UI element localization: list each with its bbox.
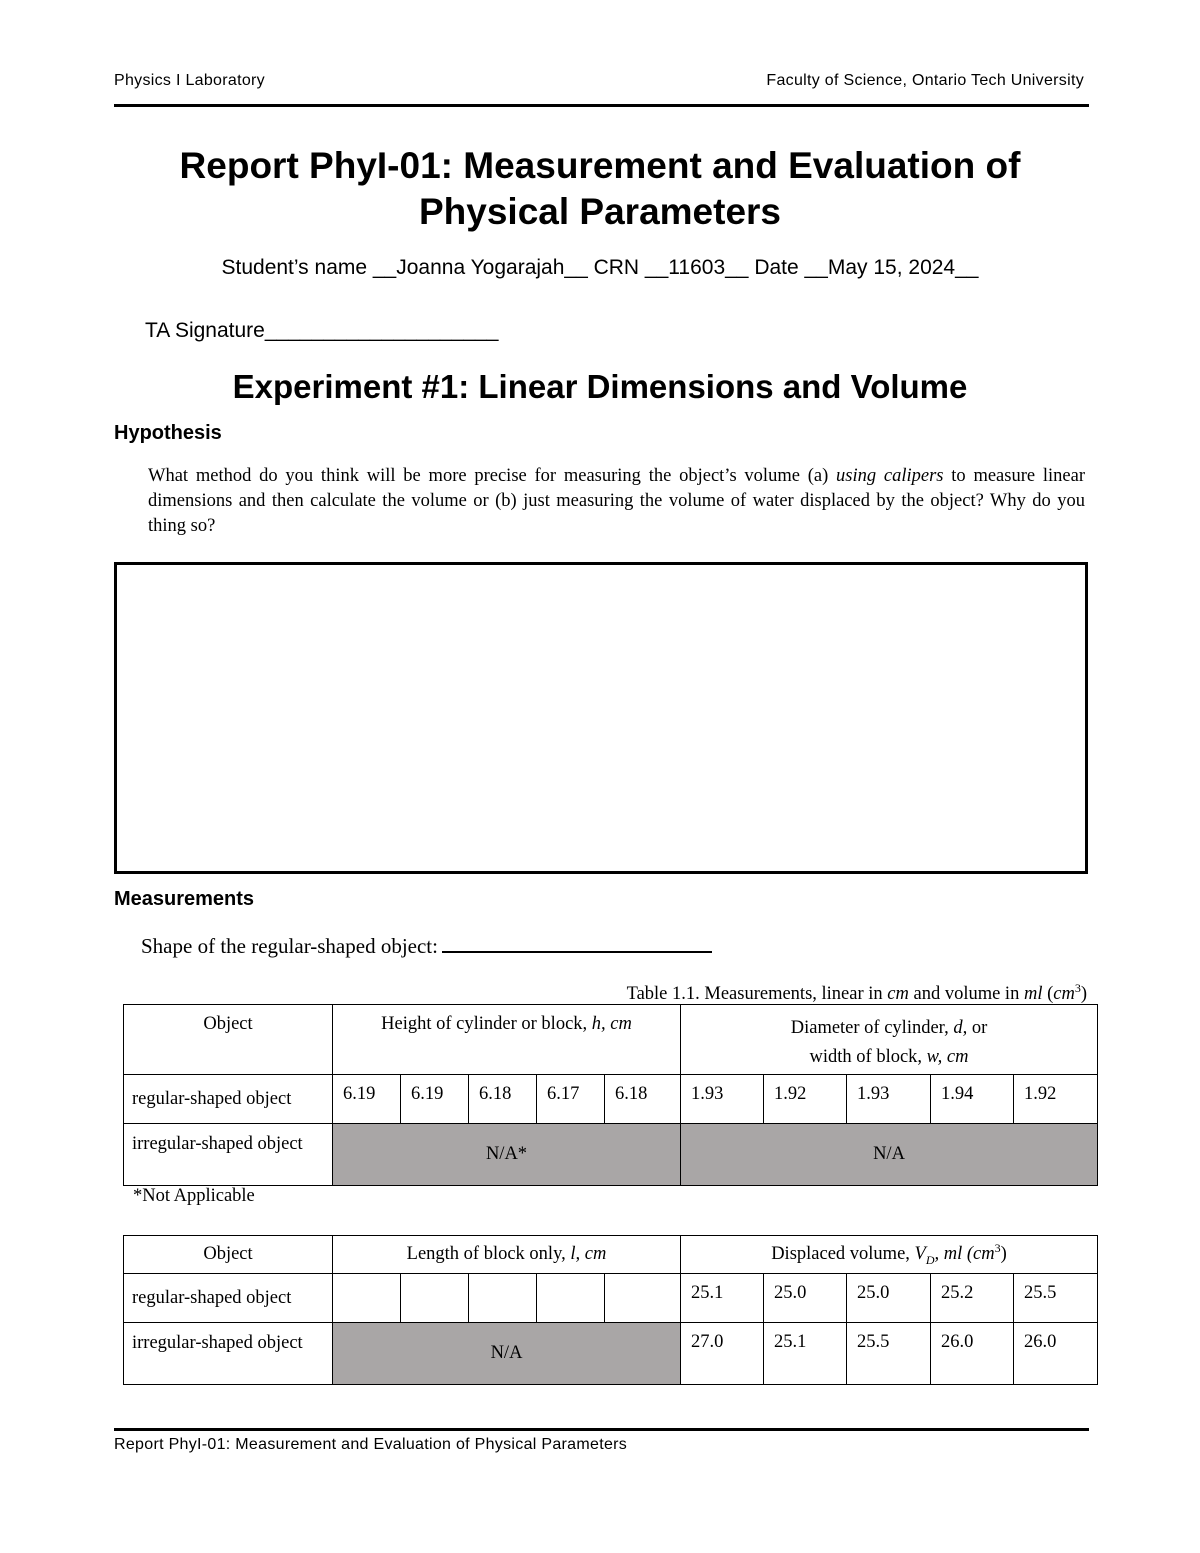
volume-value: 25.2 <box>931 1274 1014 1323</box>
volume-value: 26.0 <box>1014 1323 1098 1385</box>
ta-signature-line: TA Signature____________________ <box>145 319 499 342</box>
hypothesis-text-a: What method do you think will be more precise for measuring the object’s volume (a) <box>148 466 837 486</box>
volume-value: 26.0 <box>931 1323 1014 1385</box>
table1-header-object: Object <box>124 1005 333 1075</box>
table-row <box>124 1075 1098 1124</box>
header-faculty: Faculty of Science, Ontario Tech University <box>766 72 1084 89</box>
diameter-na-cell: N/A <box>681 1124 1098 1186</box>
volume-value: 25.1 <box>681 1274 764 1323</box>
shape-label: Shape of the regular-shaped object: <box>141 934 438 958</box>
table-row <box>124 1323 1098 1385</box>
header-course-name: Physics I Laboratory <box>114 72 265 89</box>
footer-report-name: Report PhyI-01: Measurement and Evaluation of Physical Parameters <box>114 1436 628 1453</box>
table-height-diameter <box>123 1004 1098 1186</box>
volume-value: 25.5 <box>847 1323 931 1385</box>
length-var: l, cm <box>570 1244 607 1264</box>
table1-header-diameter-line1 <box>681 1014 1097 1043</box>
length-input-cell[interactable] <box>605 1274 681 1323</box>
height-value: 6.19 <box>401 1075 469 1124</box>
hypothesis-text-italic: using calipers <box>836 466 944 486</box>
height-value: 6.18 <box>605 1075 681 1124</box>
table1-header-height-var: h, cm <box>591 1014 632 1034</box>
table2-header-length <box>333 1236 681 1274</box>
table1-header-height <box>333 1005 681 1075</box>
volume-value: 25.1 <box>764 1323 847 1385</box>
caption-close: ) <box>1080 984 1087 1005</box>
width-text: width of block, <box>809 1047 927 1067</box>
table2-header-object: Object <box>124 1236 333 1274</box>
length-input-cell[interactable] <box>469 1274 537 1323</box>
width-var: w, cm <box>926 1047 969 1067</box>
diameter-value: 1.93 <box>847 1075 931 1124</box>
caption-cm: cm <box>887 984 909 1005</box>
height-value: 6.17 <box>537 1075 605 1124</box>
disp-var: V <box>914 1244 926 1265</box>
row-label: regular-shaped object <box>124 1075 333 1124</box>
length-na-cell: N/A <box>333 1323 681 1385</box>
table-row <box>124 1124 1098 1186</box>
caption-sup: 3 <box>1074 981 1081 995</box>
measurements-heading: Measurements <box>114 888 255 910</box>
hypothesis-question <box>148 464 1085 539</box>
diameter-value: 1.94 <box>931 1075 1014 1124</box>
report-title <box>100 143 1100 235</box>
report-title-line1: Report PhyI-01: Measurement and Evaluation of <box>179 145 1021 186</box>
row-label: irregular-shaped object <box>124 1323 333 1385</box>
table-length-volume <box>123 1235 1098 1385</box>
table-caption <box>627 981 1087 1005</box>
diameter-value: 1.92 <box>764 1075 847 1124</box>
caption-open: ( <box>1042 984 1054 1005</box>
shape-blank-input[interactable] <box>442 931 712 953</box>
footer-divider <box>114 1428 1089 1431</box>
volume-value: 27.0 <box>681 1323 764 1385</box>
table2-header-volume <box>681 1236 1098 1274</box>
caption-ml: ml <box>1023 984 1043 1005</box>
student-info-line: Student’s name __Joanna Yogarajah__ CRN __11603__ Date __May 15, 2024__ <box>221 256 979 279</box>
diameter-value: 1.93 <box>681 1075 764 1124</box>
diam-text: Diameter of cylinder, <box>790 1018 954 1038</box>
row-label: irregular-shaped object <box>124 1124 333 1186</box>
disp-close: ) <box>1000 1244 1007 1265</box>
length-input-cell[interactable] <box>333 1274 401 1323</box>
disp-sup: 3 <box>994 1241 1001 1256</box>
volume-value: 25.0 <box>847 1274 931 1323</box>
diameter-value: 1.92 <box>1014 1075 1098 1124</box>
caption-middle: and volume in <box>908 984 1024 1005</box>
diam-var: d, <box>953 1018 968 1038</box>
hypothesis-heading: Hypothesis <box>114 422 222 444</box>
disp-text: Displaced volume, <box>771 1244 915 1265</box>
table1-header-diameter <box>681 1005 1098 1075</box>
disp-unit: , ml (cm <box>934 1244 995 1265</box>
caption-cm3: cm <box>1053 984 1075 1005</box>
shape-field <box>141 931 712 959</box>
experiment-title: Experiment #1: Linear Dimensions and Volume <box>232 368 968 405</box>
table-row <box>124 1274 1098 1323</box>
hypothesis-answer-box[interactable] <box>114 562 1088 874</box>
table1-header-diameter-line2 <box>681 1043 1097 1072</box>
diam-end: or <box>967 1018 988 1038</box>
volume-value: 25.0 <box>764 1274 847 1323</box>
report-title-line2: Physical Parameters <box>418 191 781 232</box>
hypothesis-text-b: to measure linear dimensions and then calculate the volume or (b) just measuring the volume of water displaced by the object? Why do you thing so? <box>148 466 1085 536</box>
length-text: Length of block only, <box>406 1244 571 1264</box>
length-input-cell[interactable] <box>401 1274 469 1323</box>
row-label: regular-shaped object <box>124 1274 333 1323</box>
disp-sub: D <box>925 1252 935 1267</box>
caption-prefix: Table 1.1. Measurements, linear in <box>626 984 888 1005</box>
table1-header-height-text: Height of cylinder or block, <box>381 1014 592 1034</box>
not-applicable-note: *Not Applicable <box>133 1186 255 1206</box>
length-input-cell[interactable] <box>537 1274 605 1323</box>
header-divider <box>114 104 1089 107</box>
height-value: 6.18 <box>469 1075 537 1124</box>
height-na-cell: N/A* <box>333 1124 681 1186</box>
height-value: 6.19 <box>333 1075 401 1124</box>
volume-value: 25.5 <box>1014 1274 1098 1323</box>
